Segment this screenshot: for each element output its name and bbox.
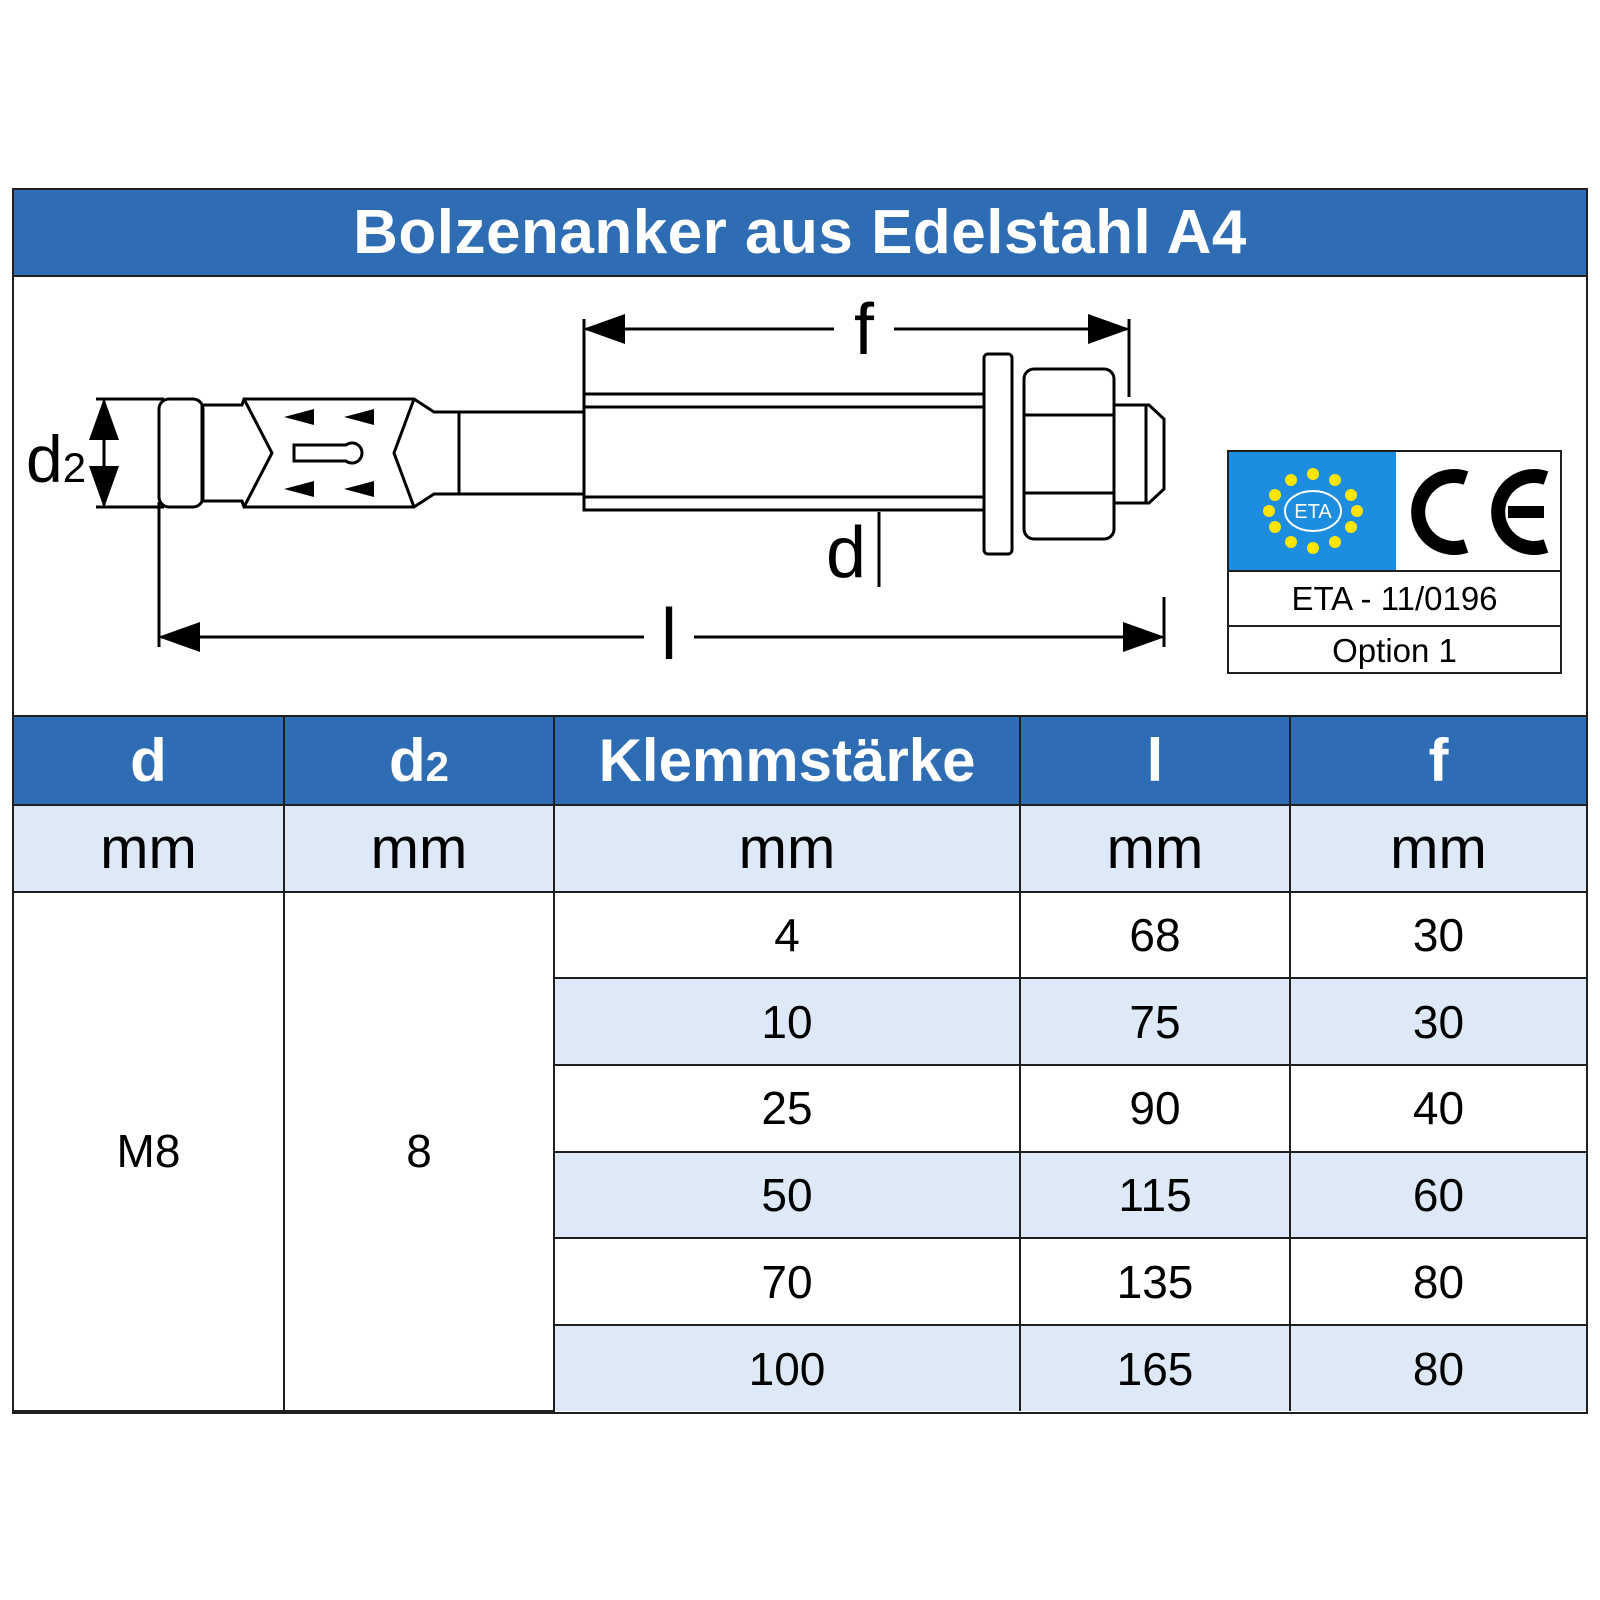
eta-number: ETA - 11/0196 bbox=[1229, 572, 1560, 627]
header-f: f bbox=[1290, 716, 1586, 805]
f-cell: 30 bbox=[1290, 978, 1586, 1065]
l-cell: 90 bbox=[1020, 1065, 1290, 1152]
certificate-box bbox=[1227, 450, 1562, 674]
page-title: Bolzenanker aus Edelstahl A4 bbox=[353, 198, 1247, 267]
f-cell: 80 bbox=[1290, 1238, 1586, 1325]
anchor-drawing bbox=[14, 277, 1586, 715]
d-value: M8 bbox=[14, 892, 284, 1412]
ce-mark-logo bbox=[1396, 452, 1562, 570]
l-cell: 135 bbox=[1020, 1238, 1290, 1325]
klemm-cell: 50 bbox=[554, 1152, 1020, 1239]
f-cell: 60 bbox=[1290, 1152, 1586, 1239]
eta-option: Option 1 bbox=[1332, 631, 1457, 669]
eta-mark: ETA bbox=[1294, 501, 1332, 523]
f-cell: 80 bbox=[1290, 1325, 1586, 1411]
l-cell: 75 bbox=[1020, 978, 1290, 1065]
klemm-cell: 10 bbox=[554, 978, 1020, 1065]
f-cell: 30 bbox=[1290, 892, 1586, 979]
klemm-cell: 70 bbox=[554, 1238, 1020, 1325]
table-unit-row bbox=[14, 805, 1586, 892]
label-l: l bbox=[661, 595, 677, 675]
unit-cell: mm bbox=[1020, 805, 1290, 892]
klemm-cell: 4 bbox=[554, 892, 1020, 979]
header-l: l bbox=[1020, 716, 1290, 805]
l-cell: 165 bbox=[1020, 1325, 1290, 1411]
unit-cell: mm bbox=[554, 805, 1020, 892]
eta-eu-logo bbox=[1229, 452, 1396, 570]
l-cell: 115 bbox=[1020, 1152, 1290, 1239]
eu-stars-icon bbox=[1229, 452, 1396, 570]
label-f: f bbox=[853, 290, 875, 370]
product-sheet bbox=[12, 188, 1588, 1414]
label-d2: d2 bbox=[26, 422, 87, 496]
header-klemmstaerke: Klemmstärke bbox=[554, 716, 1020, 805]
d2-value: 8 bbox=[284, 892, 554, 1412]
header-d: d bbox=[14, 716, 284, 805]
table-header-row bbox=[14, 716, 1586, 805]
unit-cell: mm bbox=[1290, 805, 1586, 892]
l-cell: 68 bbox=[1020, 892, 1290, 979]
table-row bbox=[14, 892, 1586, 979]
header-d2: d2 bbox=[284, 716, 554, 805]
f-cell: 40 bbox=[1290, 1065, 1586, 1152]
label-d: d bbox=[825, 513, 867, 593]
klemm-cell: 25 bbox=[554, 1065, 1020, 1152]
klemm-cell: 100 bbox=[554, 1325, 1020, 1411]
dimensions-table bbox=[14, 715, 1586, 1412]
unit-cell: mm bbox=[14, 805, 284, 892]
unit-cell: mm bbox=[284, 805, 554, 892]
ce-icon bbox=[1396, 452, 1562, 570]
title-bar bbox=[14, 190, 1586, 277]
